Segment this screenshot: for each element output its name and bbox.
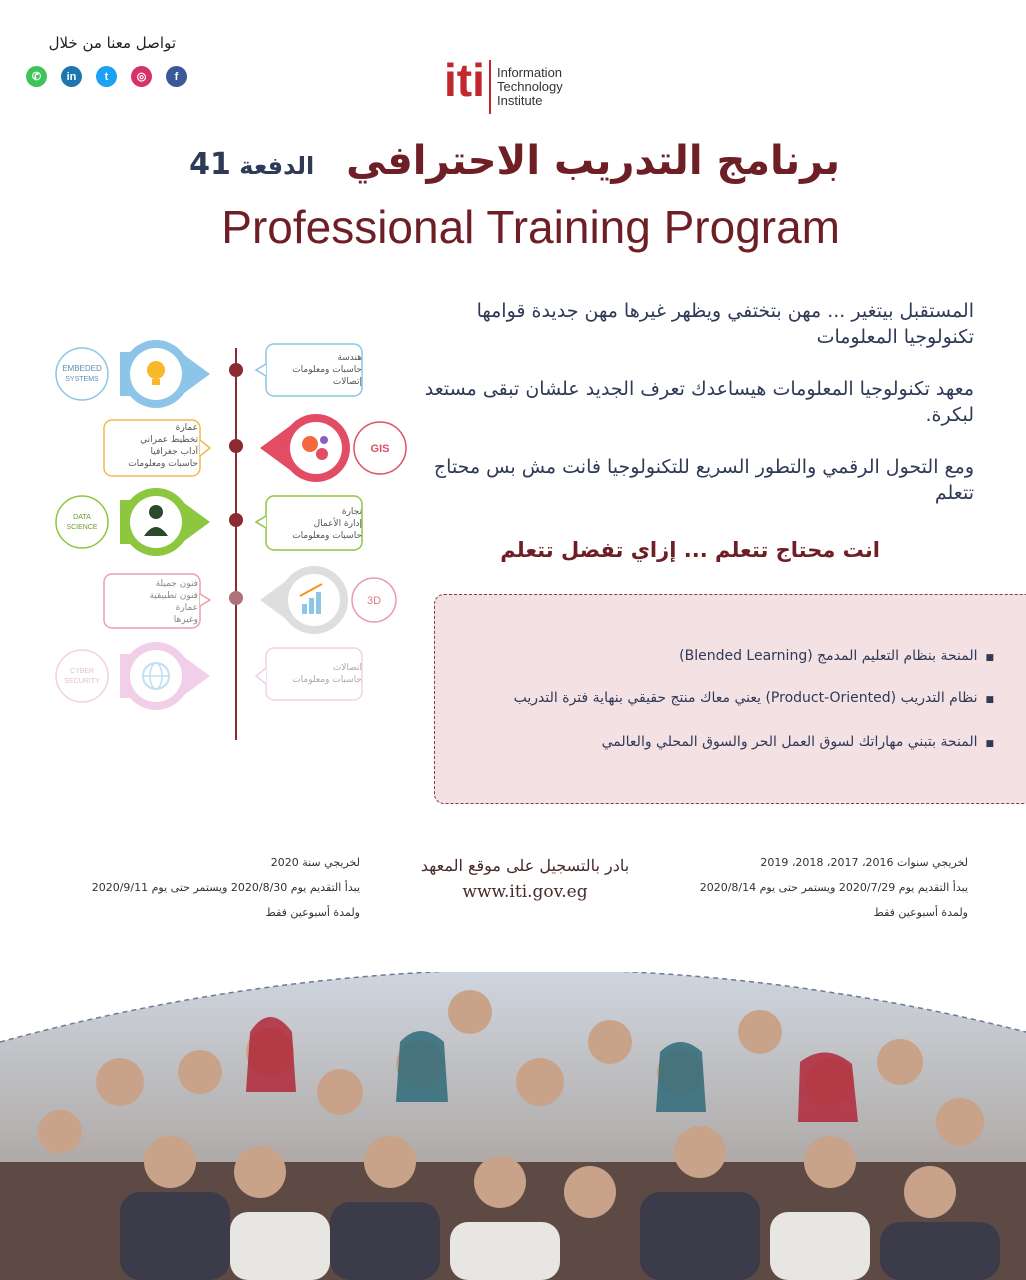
- bubble-line: آداب جغرافيا: [150, 447, 198, 457]
- iti-logo: [442, 46, 494, 118]
- bubble-line: عمارة: [175, 423, 198, 433]
- bubble-line: عمارة: [175, 603, 198, 613]
- intro-paragraph-3: ومع التحول الرقمي والتطور السريع للتكنولوجيا فانت مش بس محتاج تتعلم: [433, 456, 974, 504]
- bubble-line: حاسبات ومعلومات: [292, 675, 362, 685]
- track-label: CYBER: [69, 668, 95, 675]
- bubble-3d-text: [106, 578, 198, 626]
- logo-line-3: Institute: [497, 93, 543, 108]
- timeline-dot: [229, 363, 243, 377]
- facebook-icon[interactable]: f: [166, 66, 187, 87]
- bubble-line: حاسبات ومعلومات: [292, 531, 362, 541]
- track-embedded-systems: [56, 340, 210, 408]
- twitter-icon[interactable]: t: [96, 66, 117, 87]
- contact-label: تواصل معنا من خلال: [48, 34, 176, 52]
- track-label: SCIENCE: [66, 524, 98, 531]
- track-3d: [260, 566, 396, 634]
- registration-left-line: لخريجي سنة 2020: [270, 856, 360, 869]
- registration-right-line: يبدأ التقديم يوم 2020/7/29 ويستمر حتى يوم 2020/8/14: [699, 881, 968, 894]
- registration-right-line: لخريجي سنوات 2016، 2017، 2018، 2019: [760, 856, 968, 869]
- title-arabic: [180, 138, 840, 184]
- feature-item: ■ نظام التدريب (Product-Oriented) يعني معاك منتج حقيقي بنهاية فترة التدريب: [434, 690, 994, 706]
- title-arabic-text: برنامج التدريب الاحترافي: [346, 138, 840, 184]
- intro-paragraph-2: معهد تكنولوجيا المعلومات هيساعدك تعرف الجديد علشان تبقى مستعد لبكرة.: [424, 378, 974, 426]
- batch-number: 41: [189, 147, 231, 182]
- track-gis: [260, 414, 406, 482]
- tagline: انت محتاج تتعلم ... إزاي تفضل تتعلم: [500, 538, 880, 562]
- bubble-line: حاسبات ومعلومات: [128, 459, 198, 469]
- track-label: DATA: [73, 514, 91, 521]
- whatsapp-icon[interactable]: ✆: [26, 66, 47, 87]
- track-data-science: [56, 488, 210, 556]
- bubble-line: تخطيط عمراني: [140, 435, 198, 445]
- bubble-cyber-text: [270, 662, 362, 686]
- batch-label: [189, 147, 315, 182]
- website-link[interactable]: www.iti.gov.eg: [462, 882, 588, 902]
- group-photo: [0, 972, 1026, 1280]
- bubble-gis-text: [106, 422, 198, 470]
- feature-item: ■ المنحة بتبني مهاراتك لسوق العمل الحر والسوق المحلي والعالمي: [434, 734, 994, 750]
- logo-mark: iti: [444, 54, 485, 106]
- logo-line-1: Information: [497, 65, 563, 80]
- bubble-line: تجارة: [341, 507, 362, 517]
- track-label: EMBEDED: [62, 364, 102, 373]
- logo-line-2: Technology: [497, 79, 563, 94]
- bubble-line: إدارة الأعمال: [313, 519, 362, 529]
- track-cyber-security: [56, 642, 210, 710]
- track-label: 3D: [366, 595, 382, 607]
- registration-left: [60, 856, 360, 919]
- bubble-line: وغيرها: [173, 615, 198, 625]
- batch-label-text: الدفعة: [239, 152, 315, 180]
- bubble-line: حاسبات ومعلومات: [292, 365, 362, 375]
- registration-right-line: ولمدة أسبوعين فقط: [873, 906, 968, 919]
- intro-paragraph-1: المستقبل بيتغير ... مهن بتختفي ويظهر غيرها مهن جديدة قوامها تكنولوجيا المعلومات: [476, 300, 974, 348]
- timeline-dot: [229, 591, 243, 605]
- linkedin-icon[interactable]: in: [61, 66, 82, 87]
- feature-item: ■ المنحة بنظام التعليم المدمج (Blended Learning): [434, 648, 994, 664]
- registration-left-line: ولمدة أسبوعين فقط: [265, 906, 360, 919]
- bubble-data-science-text: [270, 506, 362, 542]
- timeline-dot: [229, 513, 243, 527]
- registration-right: [660, 856, 968, 919]
- bubble-line: هندسة: [337, 353, 362, 363]
- bubble-line: إتصالات: [332, 377, 362, 387]
- bubble-line: فنون جميلة: [155, 579, 198, 589]
- logo-text: [497, 66, 563, 108]
- register-call: بادر بالتسجيل على موقع المعهد: [420, 856, 630, 875]
- track-label: GIS: [370, 443, 390, 455]
- social-links: [26, 66, 187, 87]
- track-label: SYSTEMS: [65, 376, 99, 383]
- bubble-line: فنون تطبيقية: [149, 591, 198, 601]
- instagram-icon[interactable]: ◎: [131, 66, 152, 87]
- registration-left-line: يبدأ التقديم يوم 2020/8/30 ويستمر حتى يوم 2020/9/11: [91, 881, 360, 894]
- bubble-embedded-text: [270, 352, 362, 388]
- title-english: Professional Training Program: [221, 201, 840, 253]
- track-label: SECURITY: [64, 678, 100, 685]
- timeline-dot: [229, 439, 243, 453]
- bubble-line: اتصالات: [332, 663, 362, 673]
